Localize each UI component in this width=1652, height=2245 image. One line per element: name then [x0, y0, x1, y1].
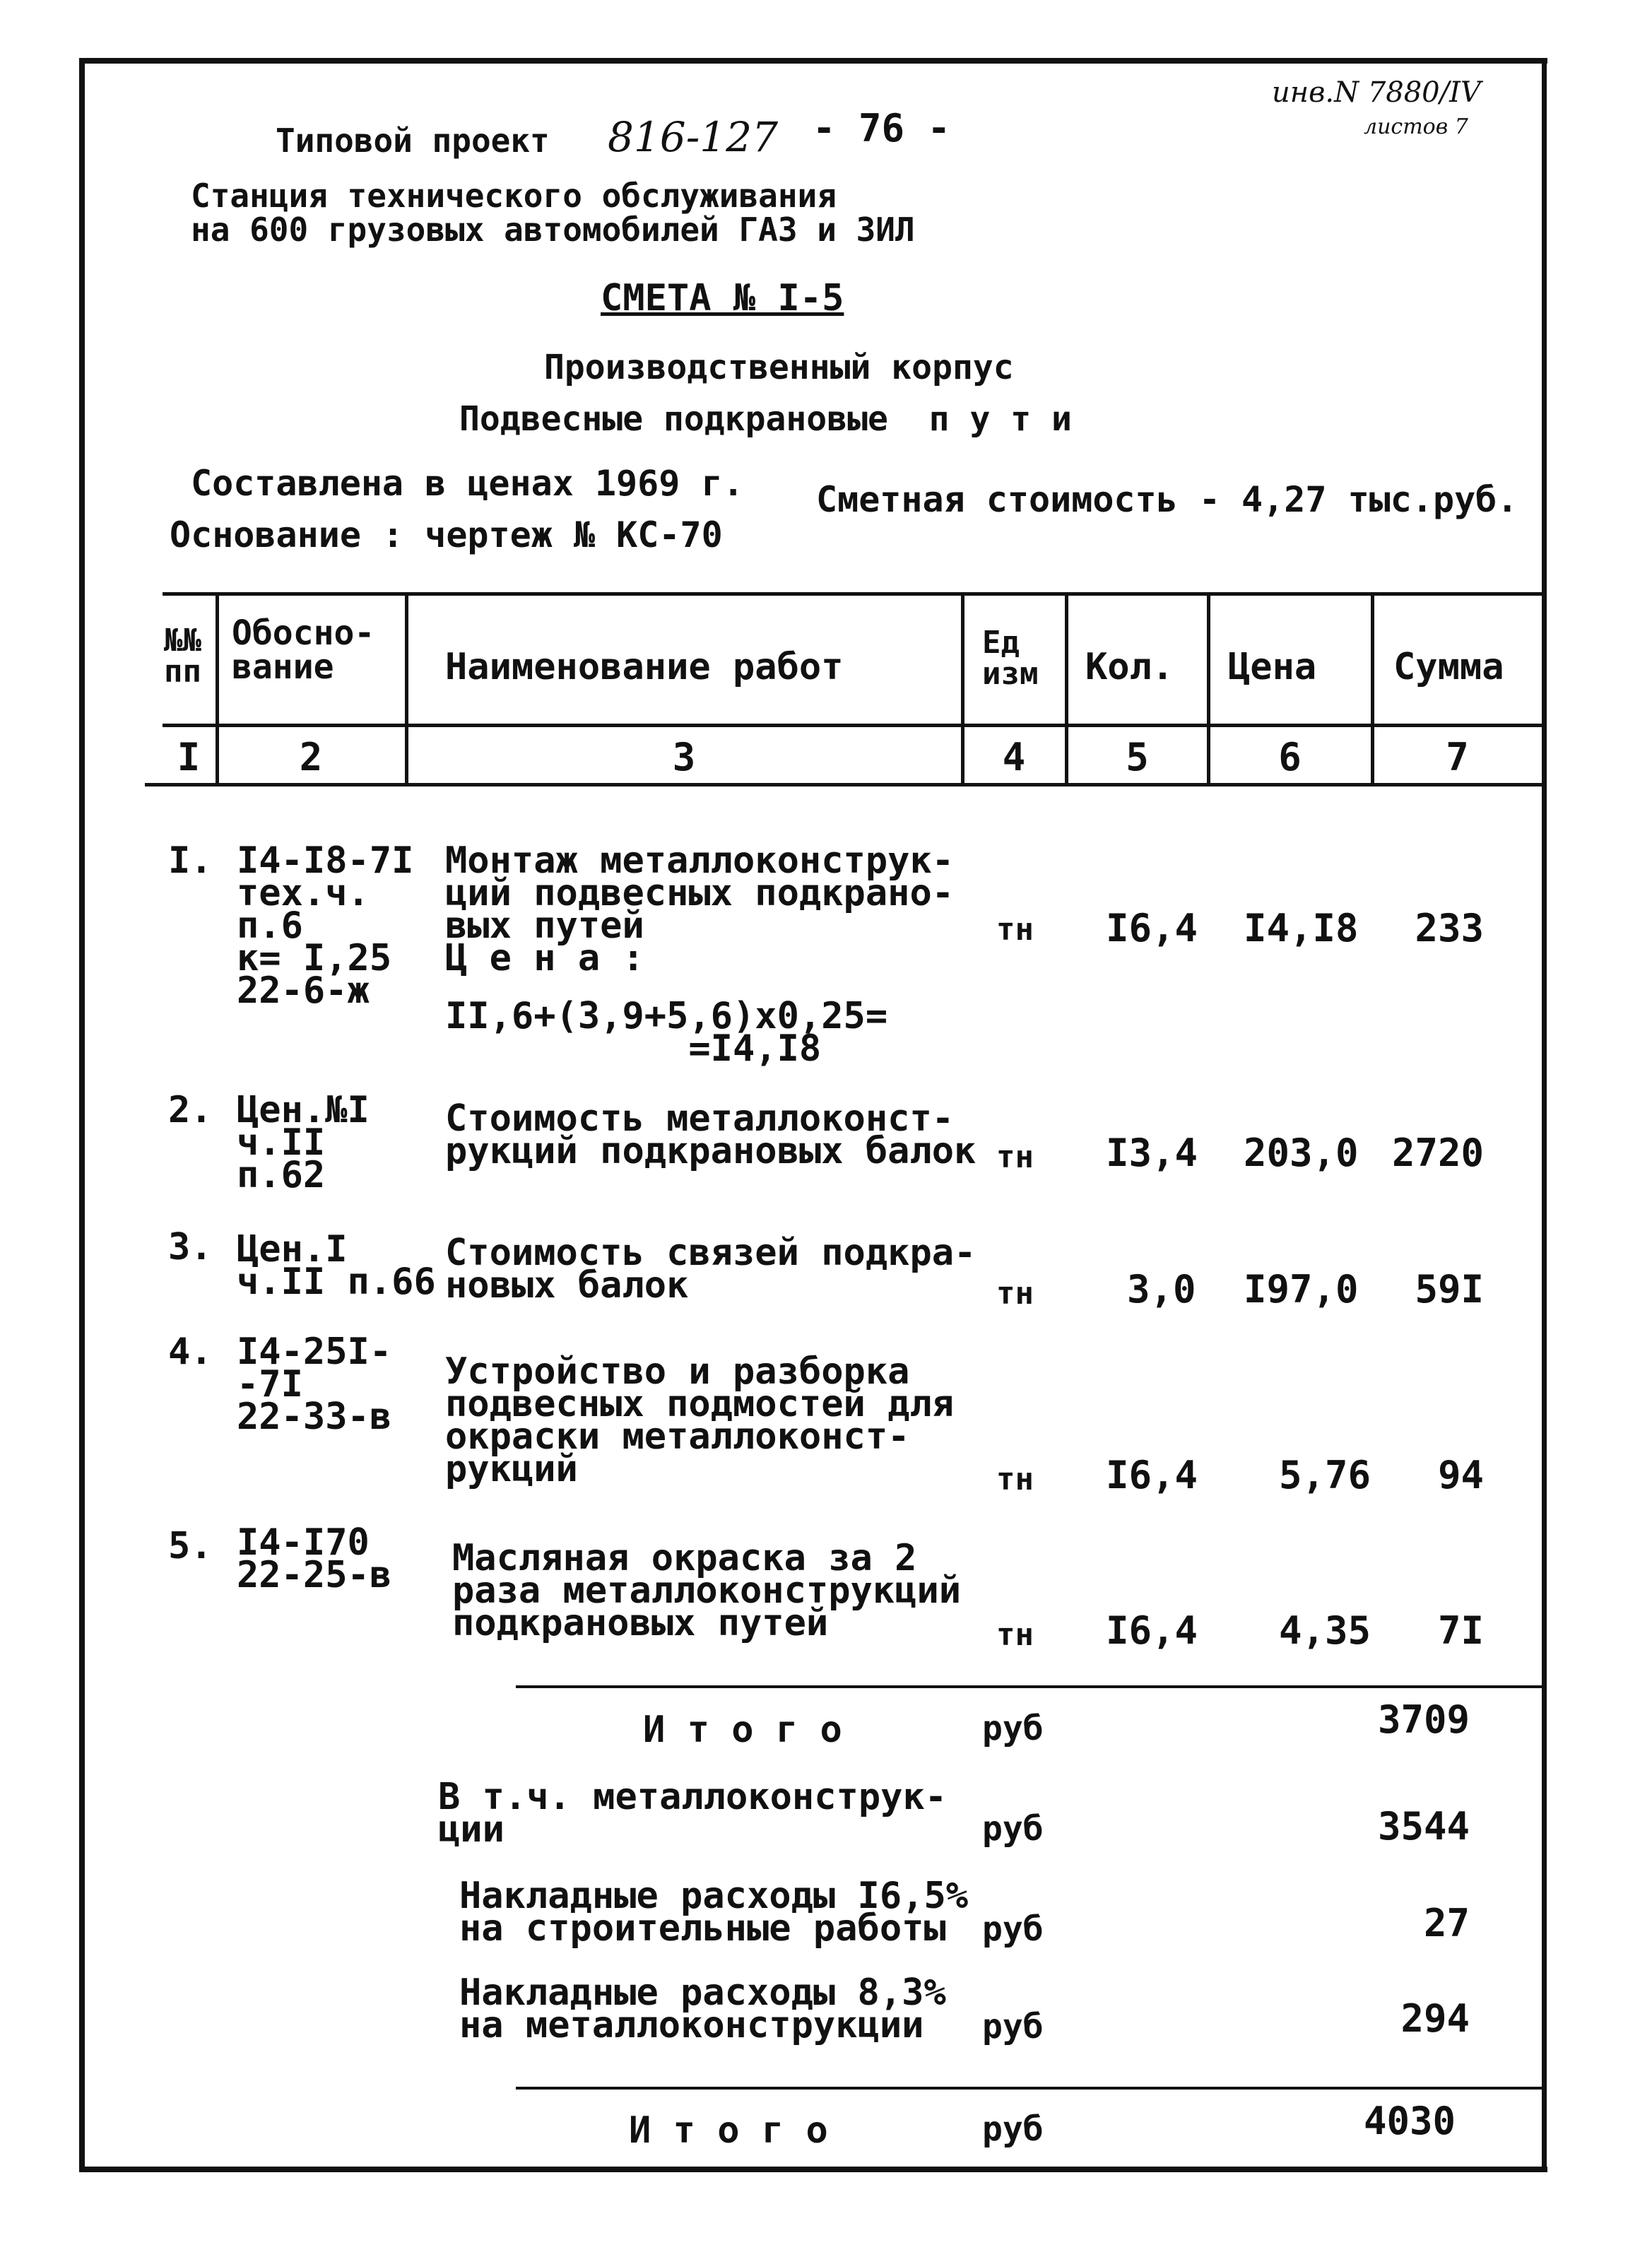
overhead-metal-unit: руб — [982, 2007, 1044, 2046]
totals-top-rule — [516, 1685, 1542, 1688]
row-qty: I6,4 — [1106, 906, 1198, 950]
col-number-1: I — [177, 735, 201, 779]
page-number: - 76 - — [813, 106, 951, 151]
row-price-formula: II,6+(3,9+5,6)х0,25= =I4,I8 — [445, 995, 888, 1070]
overhead-metal-value: 294 — [1400, 1996, 1470, 2041]
row-unit: тн — [996, 1617, 1034, 1653]
row-price: 5,76 — [1279, 1453, 1371, 1497]
overhead-construction-label: Накладные расходы I6,5% на строительные работы — [459, 1875, 969, 1950]
row-qty: I3,4 — [1106, 1131, 1198, 1175]
row-sum: 2720 — [1391, 1131, 1484, 1175]
page-frame-top — [79, 58, 1547, 64]
row-number: 5. — [168, 1525, 213, 1567]
page-frame-left — [79, 58, 85, 2172]
col-head-name: Наименование работ — [445, 646, 844, 688]
metal-share-value: 3544 — [1377, 1804, 1470, 1849]
row-number: 4. — [168, 1331, 213, 1373]
row-qty: I6,4 — [1106, 1453, 1198, 1497]
overhead-metal-label: Накладные расходы 8,3% на металлоконструкции — [459, 1972, 946, 2046]
col-number-2: 2 — [299, 735, 323, 779]
inventory-number: инв.N 7880/IV — [1272, 76, 1481, 109]
row-unit: тн — [996, 1461, 1034, 1497]
station-line-2: на 600 грузовых автомобилей ГАЗ и ЗИЛ — [191, 211, 915, 249]
total-value: 3709 — [1377, 1697, 1470, 1742]
col-head-basis: Обосно- вание — [232, 613, 375, 687]
row-work-name: Монтаж металлоконструк- ций подвесных подкрано- вых путей Ц е н а : — [445, 839, 955, 979]
column-number-rule — [145, 783, 1542, 786]
metal-share-unit: руб — [982, 1809, 1044, 1849]
grand-total-label: И т о г о — [629, 2109, 828, 2152]
col-number-4: 4 — [1002, 735, 1026, 779]
project-number: 816-127 — [608, 113, 779, 161]
row-qty: 3,0 — [1127, 1267, 1196, 1312]
col-number-6: 6 — [1278, 735, 1302, 779]
building-name: Производственный корпус — [544, 348, 1014, 387]
col-head-qty: Кол. — [1085, 646, 1174, 688]
col-head-sum: Сумма — [1393, 646, 1504, 688]
sheet-count: листов 7 — [1364, 114, 1468, 139]
subject-name: Подвесные подкрановые п у т и — [459, 399, 1072, 439]
page-frame-right — [1542, 58, 1547, 2172]
row-number: 2. — [168, 1089, 213, 1131]
metal-share-label: В т.ч. металлоконструк- ции — [438, 1776, 948, 1851]
row-number: I. — [168, 839, 213, 882]
col-head-no: №№ пп — [164, 623, 201, 690]
col-head-price: Цена — [1228, 646, 1317, 688]
row-unit: тн — [996, 1139, 1034, 1175]
total-label: И т о г о — [643, 1709, 842, 1751]
row-price: 4,35 — [1279, 1608, 1371, 1653]
row-price: 203,0 — [1244, 1131, 1359, 1175]
col-number-5: 5 — [1126, 735, 1149, 779]
row-basis: Цен.№I ч.II п.62 — [237, 1089, 370, 1196]
header-divider — [163, 724, 1542, 727]
row-basis: I4-25I- -7I 22-33-в — [237, 1331, 392, 1438]
grand-total-value: 4030 — [1363, 2099, 1456, 2143]
row-work-name: Стоимость металлоконст- рукций подкрановых балок — [445, 1097, 977, 1172]
page-frame-bottom — [79, 2167, 1547, 2172]
row-work-name: Стоимость связей подкра- новых балок — [445, 1232, 977, 1307]
row-basis: Цен.I ч.II п.66 — [237, 1228, 436, 1303]
row-qty: I6,4 — [1106, 1608, 1198, 1653]
grand-total-unit: руб — [982, 2109, 1044, 2149]
row-price: I97,0 — [1244, 1267, 1359, 1312]
row-unit: тн — [996, 1275, 1034, 1312]
grand-total-rule — [516, 2087, 1542, 2090]
row-work-name: Масляная окраска за 2 раза металлоконструкций подкрановых путей — [452, 1537, 962, 1644]
station-line-1: Станция технического обслуживания — [191, 177, 837, 215]
row-work-name: Устройство и разборка подвесных подмостей для окраски металлоконст- рукций — [445, 1350, 955, 1490]
col-number-3: 3 — [672, 735, 696, 779]
row-basis: I4-I8-7I тех.ч. п.6 к= I,25 22-6-ж — [237, 839, 414, 1012]
col-number-7: 7 — [1446, 735, 1469, 779]
estimated-cost: Сметная стоимость - 4,27 тыс.руб. — [816, 479, 1518, 520]
drawing-basis: Основание : чертеж № КС-70 — [170, 514, 723, 555]
table-top-rule — [163, 592, 1542, 596]
total-unit: руб — [982, 1709, 1044, 1748]
estimate-title: СМЕТА № I-5 — [601, 277, 844, 319]
row-sum: 59I — [1415, 1267, 1484, 1312]
overhead-construction-value: 27 — [1423, 1901, 1470, 1945]
prices-basis: Составлена в ценах 1969 г. — [191, 463, 744, 504]
project-label: Типовой проект — [276, 122, 550, 160]
row-price: I4,I8 — [1244, 906, 1359, 950]
row-basis: I4-I70 22-25-в — [237, 1521, 392, 1596]
row-sum: 94 — [1437, 1453, 1484, 1497]
row-unit: тн — [996, 912, 1034, 948]
row-sum: 7I — [1437, 1608, 1484, 1653]
col-head-unit: Ед изм — [982, 625, 1039, 692]
row-sum: 233 — [1415, 906, 1484, 950]
overhead-construction-unit: руб — [982, 1909, 1044, 1949]
row-number: 3. — [168, 1226, 213, 1268]
